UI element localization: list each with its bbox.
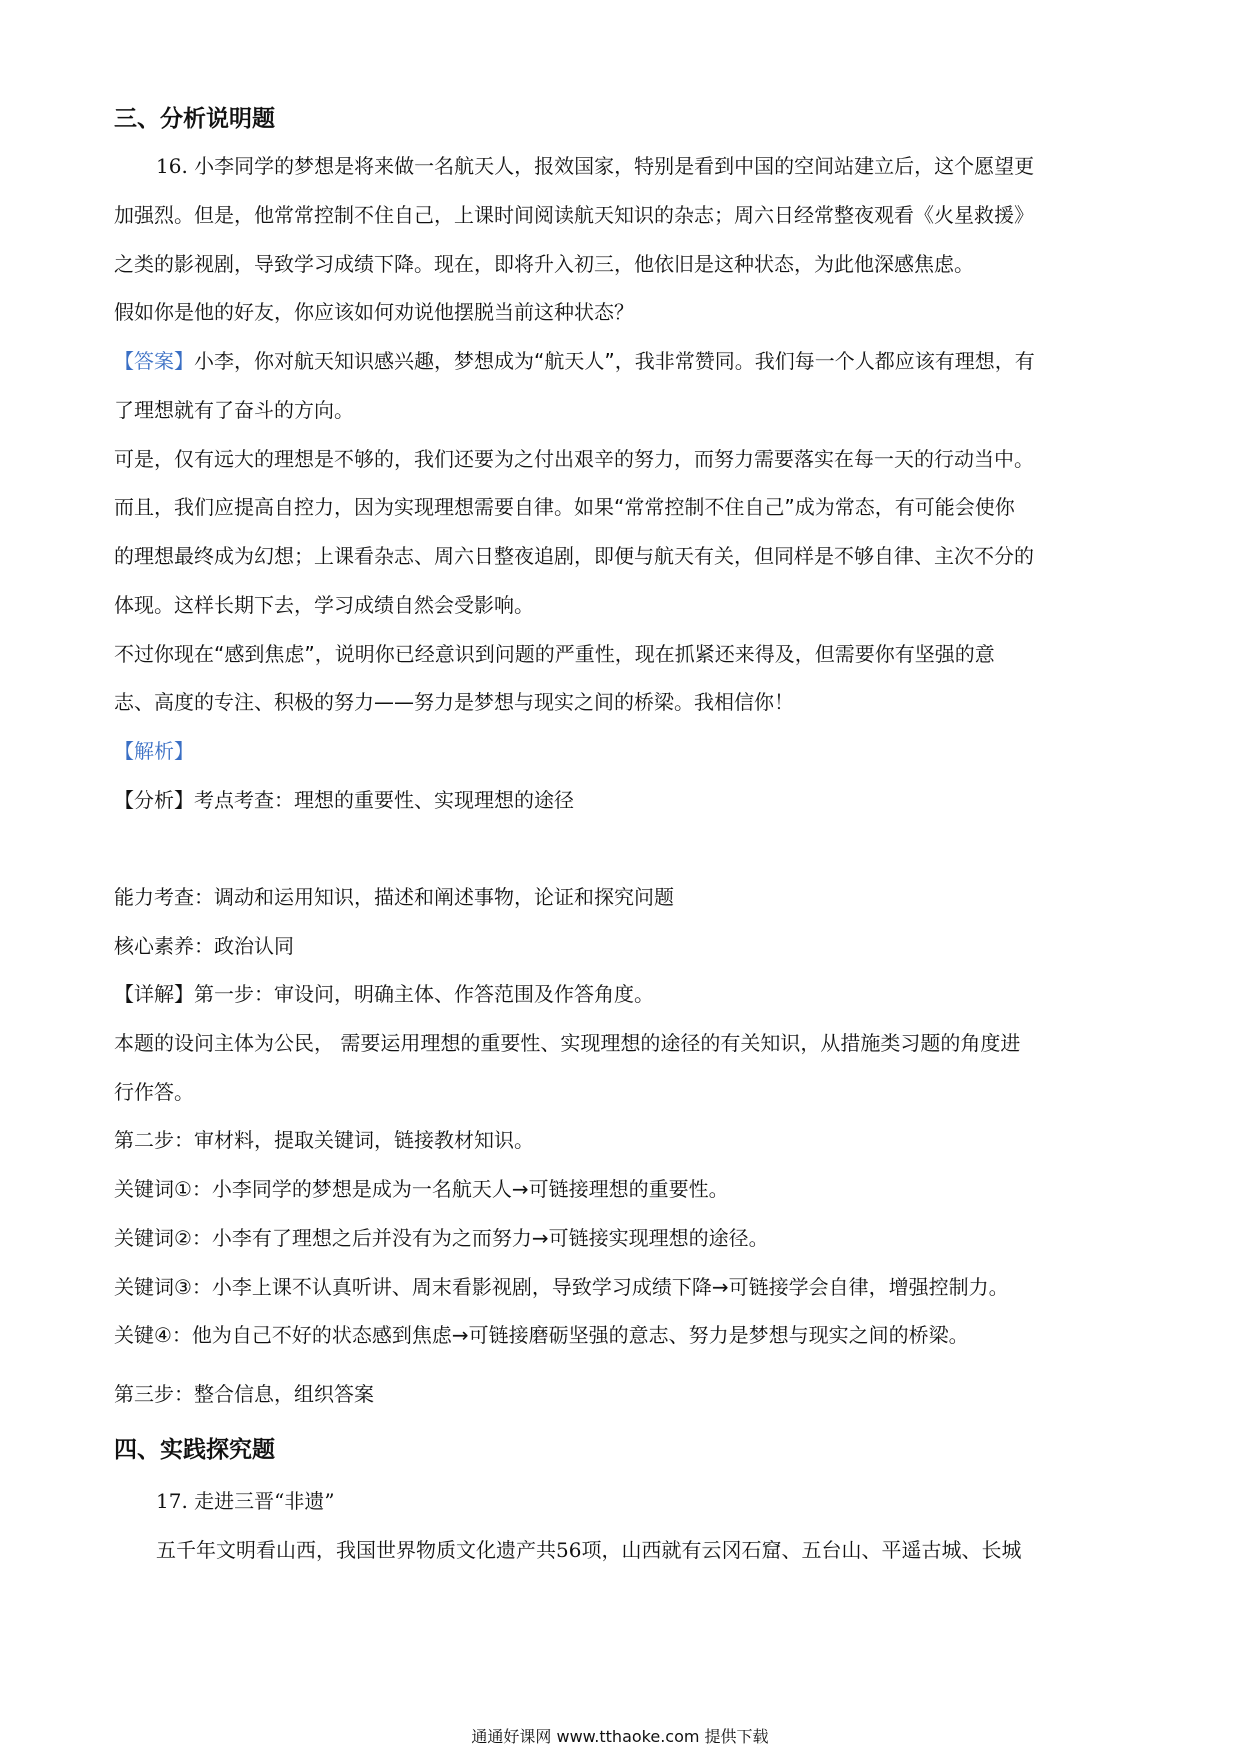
analysis-detail-3: 第二步：审材料，提取关键词，链接教材知识。: [114, 1128, 534, 1152]
section-4-heading: 四、实践探究题: [114, 1437, 275, 1463]
answer-line-5: 的理想最终成为幻想；上课看杂志、周六日整夜追剧，即便与航天有关，但同样是不够自律、主次不分的: [114, 544, 1034, 568]
analysis-detail-5: 关键词②：小李有了理想之后并没有为之而努力→可链接实现理想的途径。: [114, 1226, 769, 1250]
answer-line-1: [114, 347, 1035, 375]
q16-line-2: 加强烈。但是，他常常控制不住自己，上课时间阅读航天知识的杂志；周六日经常整夜观看《火星救援》: [114, 203, 1034, 227]
answer-line-3: 可是，仅有远大的理想是不够的，我们还要为之付出艰辛的努力，而努力需要落实在每一天的行动当中。: [114, 447, 1034, 471]
section-3-heading: 三、分析说明题: [114, 106, 275, 132]
analysis-detail-6: 关键词③：小李上课不认真听讲、周末看影视剧，导致学习成绩下降→可链接学会自律，增强控制力。: [114, 1275, 1009, 1299]
analysis-detail-4: 关键词①：小李同学的梦想是成为一名航天人→可链接理想的重要性。: [114, 1177, 729, 1201]
analysis-detail-first: 【详解】第一步：审设问，明确主体、作答范围及作答角度。: [114, 982, 654, 1006]
answer-line-4: 而且，我们应提高自控力，因为实现理想需要自律。如果“常常控制不住自己”成为常态，有可能会使你: [114, 495, 1015, 519]
analysis-ability: 能力考查：调动和运用知识，描述和阐述事物，论证和探究问题: [114, 885, 674, 909]
q17-text: 五千年文明看山西，我国世界物质文化遗产共56项，山西就有云冈石窟、五台山、平遥古城、长城: [156, 1538, 1022, 1562]
q16-line-3: 之类的影视剧，导致学习成绩下降。现在，即将升入初三，他依旧是这种状态，为此他深感焦虑。: [114, 252, 974, 276]
analysis-core: 核心素养：政治认同: [114, 934, 294, 958]
page-footer: 通通好课网 www.tthaoke.com 提供下载: [471, 1727, 769, 1746]
analysis-detail-7: 关键④：他为自己不好的状态感到焦虑→可链接磨砺坚强的意志、努力是梦想与现实之间的桥梁。: [114, 1323, 969, 1347]
q16-line-1: 16. 小李同学的梦想是将来做一名航天人，报效国家，特别是看到中国的空间站建立后，这个愿望更: [156, 154, 1035, 178]
analysis-fenxi: 【分析】考点考查：理想的重要性、实现理想的途径: [114, 788, 574, 812]
answer-first-line: 小李，你对航天知识感兴趣，梦想成为“航天人”，我非常赞同。我们每一个人都应该有理想，有: [194, 349, 1035, 373]
answer-line-8: 志、高度的专注、积极的努力——努力是梦想与现实之间的桥梁。我相信你！: [114, 690, 794, 714]
answer-line-2: 了理想就有了奋斗的方向。: [114, 398, 354, 422]
q17-title: 17. 走进三晋“非遗”: [156, 1489, 335, 1513]
analysis-detail-2: 行作答。: [114, 1080, 194, 1104]
q16-question: 假如你是他的好友，你应该如何劝说他摆脱当前这种状态？: [114, 300, 634, 324]
analysis-detail-1: 本题的设问主体为公民， 需要运用理想的重要性、实现理想的途径的有关知识，从措施类习题的角度进: [114, 1031, 1021, 1055]
answer-tag: 【答案】: [114, 349, 194, 373]
analysis-tag: 【解析】: [114, 739, 194, 763]
answer-line-6: 体现。这样长期下去，学习成绩自然会受影响。: [114, 593, 534, 617]
analysis-detail-8: 第三步：整合信息，组织答案: [114, 1382, 374, 1406]
answer-line-7: 不过你现在“感到焦虑”，说明你已经意识到问题的严重性，现在抓紧还来得及，但需要你有坚强的意: [114, 642, 995, 666]
